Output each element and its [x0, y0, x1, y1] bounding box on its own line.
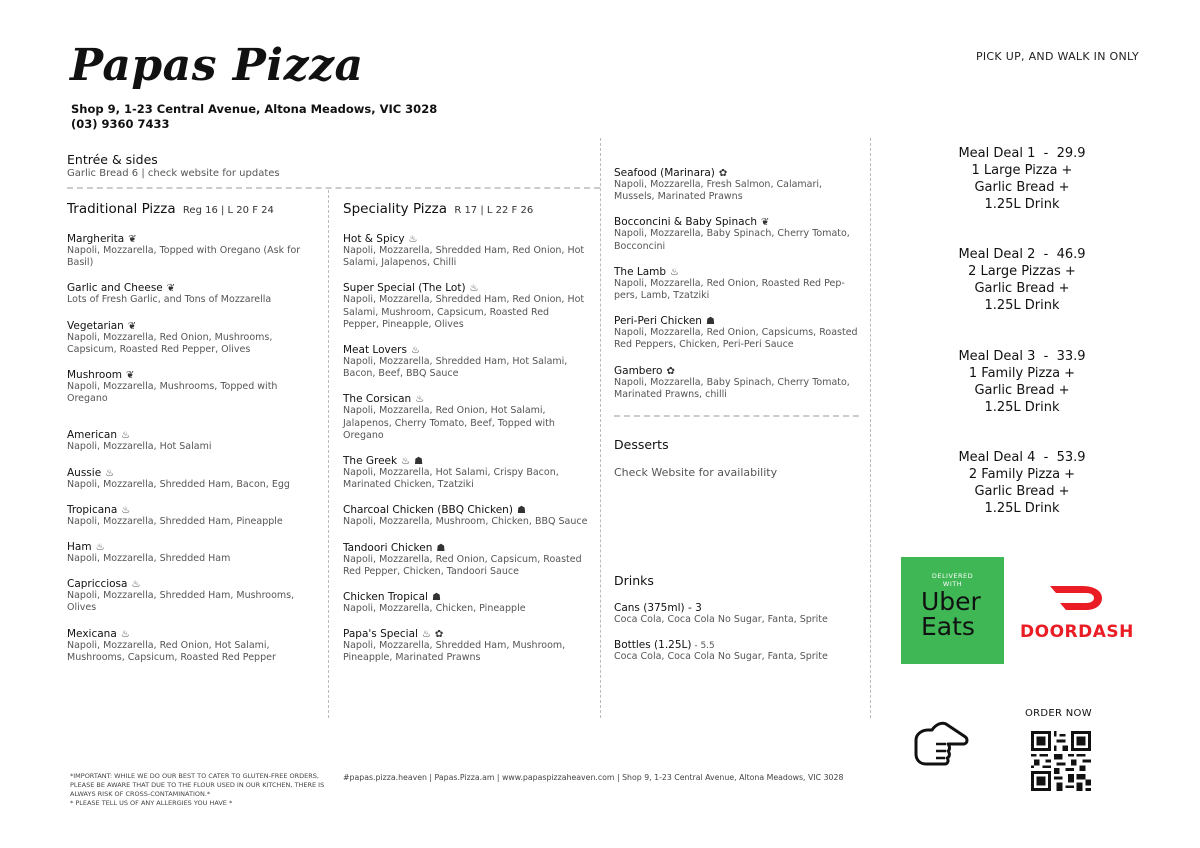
uber-eats-logo[interactable] — [901, 557, 1004, 664]
column-divider — [600, 138, 601, 718]
menu-item-name: Seafood (Marinara) — [614, 167, 715, 179]
menu-item — [343, 542, 588, 578]
drink-desc: Coca Cola, Coca Cola No Sugar, Fanta, Sprite — [614, 614, 828, 625]
speciality-price: R 17 | L 22 F 26 — [454, 205, 534, 216]
menu-item — [67, 504, 312, 528]
drink-item — [614, 639, 864, 663]
uber-with: WITH — [942, 580, 963, 588]
menu-item-name: Margherita — [67, 233, 125, 245]
drink-price: - 5.5 — [691, 641, 715, 652]
menu-item-name-row — [343, 233, 588, 245]
menu-item — [614, 266, 859, 302]
chicken-icon: ☗ — [436, 542, 446, 554]
menu-item-name: Garlic and Cheese — [67, 282, 163, 295]
drink-desc: Coca Cola, Coca Cola No Sugar, Fanta, Sprite — [614, 651, 828, 663]
allergy-request: * PLEASE TELL US OF ANY ALLERGIES YOU HAVE * — [70, 799, 233, 807]
menu-item — [67, 578, 312, 614]
menu-item-name-row — [343, 455, 588, 467]
menu-item-desc: Napoli, Mozzarella, Shredded Ham, Mushroom, Pineapple, Marinated Prawns — [343, 640, 566, 664]
menu-item — [67, 541, 312, 565]
menu-item — [343, 282, 588, 331]
meal-deal-2: Meal Deal 2 - 46.9 2 Large Pizzas + Garlic Bread + 1.25L Drink — [937, 246, 1107, 314]
uber-line1: Uber — [921, 587, 981, 616]
deal-line: Garlic Bread + — [974, 484, 1070, 499]
meat-icon: ♨ — [131, 579, 141, 591]
meat-icon: ♨ — [415, 394, 425, 406]
divider — [614, 415, 859, 417]
menu-item-name-row — [67, 541, 312, 553]
deal-line: 1 Family Pizza + — [968, 366, 1076, 381]
deal-price: 53.9 — [1056, 450, 1086, 465]
speciality-title: Speciality Pizza — [343, 201, 448, 217]
deal-title: Meal Deal 1 — [958, 146, 1036, 161]
menu-item-desc: Napoli, Mozzarella, Red Onion, Roasted Red Pep- pers, Lamb, Tzatziki — [614, 277, 845, 302]
uber-eats-wordmark — [921, 589, 981, 639]
leaf-icon: ❦ — [761, 217, 770, 229]
menu-item — [67, 369, 312, 405]
deal-title: Meal Deal 4 — [958, 450, 1036, 465]
menu-item — [67, 233, 312, 269]
meat-icon: ♨ — [121, 504, 131, 516]
uber-delivered: DELIVERED — [931, 572, 974, 580]
brand-title: Papas Pizza — [70, 40, 364, 91]
menu-item-name: American — [67, 429, 117, 442]
uber-line2: Eats — [921, 612, 975, 641]
menu-item-name: Ham — [67, 541, 92, 554]
menu-item-name-row — [343, 542, 588, 554]
deal-price: 46.9 — [1056, 247, 1086, 262]
menu-item-name: The Corsican — [343, 393, 412, 406]
deal-line: Garlic Bread + — [974, 281, 1070, 296]
seafood-icon: ✿ — [666, 365, 675, 377]
chicken-icon: ☗ — [705, 316, 715, 328]
menu-item-desc: Napoli, Mozzarella, Shredded Ham — [67, 553, 231, 565]
menu-item-name-row — [343, 282, 588, 294]
menu-item-name: Mexicana — [67, 627, 117, 640]
menu-item-name: Charcoal Chicken (BBQ Chicken) — [343, 504, 513, 517]
leaf-icon: ❦ — [128, 234, 137, 245]
chicken-icon: ☗ — [414, 456, 424, 468]
menu-item-desc: Napoli, Mozzarella, Hot Salami — [67, 441, 212, 453]
drink-name: Bottles (1.25L) — [614, 639, 692, 652]
menu-item-desc: Napoli, Mozzarella, Mushrooms, Topped with Oregano — [67, 381, 278, 405]
menu-item-name-row — [67, 233, 312, 245]
drinks-title: Drinks — [614, 573, 654, 588]
seafood-icon: ✿ — [434, 629, 444, 641]
drink-name-row — [614, 639, 864, 651]
menu-item-desc: Napoli, Mozzarella, Shredded Ham, Mushrooms, Olives — [67, 590, 295, 614]
meat-icon: ♨ — [95, 542, 105, 554]
traditional-price: Reg 16 | L 20 F 24 — [182, 205, 274, 216]
drink-item — [614, 602, 864, 626]
menu-item-name: Meat Lovers — [343, 344, 407, 357]
leaf-icon: ❦ — [126, 370, 135, 382]
menu-item-name-row — [343, 591, 588, 603]
menu-item-desc: Napoli, Mozzarella, Red Onion, Capsicum, Roasted Red Pepper, Chicken, Tandoori Sauce — [343, 553, 582, 577]
qr-code[interactable] — [1031, 731, 1091, 791]
menu-item-name-row — [343, 504, 588, 516]
column-divider — [870, 138, 871, 718]
menu-item-desc: Napoli, Mozzarella, Red Onion, Capsicums, Roasted Red Peppers, Chicken, Peri-Peri Sauce — [614, 327, 858, 351]
menu-item-name-row — [67, 628, 312, 640]
phone: (03) 9360 7433 — [71, 117, 170, 131]
desserts-title: Desserts — [614, 437, 669, 452]
seafood-list — [614, 167, 859, 401]
pointing-hand-icon — [912, 720, 970, 772]
menu-item-name: Tandoori Chicken — [343, 541, 433, 554]
menu-item-name-row — [343, 628, 588, 640]
menu-item-name: The Greek — [343, 455, 398, 468]
menu-item-desc: Napoli, Mozzarella, Shredded Ham, Pineapple — [67, 515, 283, 527]
chicken-icon: ☗ — [516, 505, 526, 517]
menu-item-desc: Napoli, Mozzarella, Mushroom, Chicken, BBQ Sauce — [343, 516, 588, 528]
menu-item — [343, 233, 588, 269]
menu-item — [67, 282, 312, 306]
menu-item-name-row — [343, 344, 588, 356]
meat-icon: ♨ — [670, 266, 680, 278]
menu-item-desc: Lots of Fresh Garlic, and Tons of Mozzarella — [67, 294, 272, 306]
desserts-section — [614, 437, 777, 479]
menu-item-name-row — [614, 216, 859, 228]
menu-item-name-row — [614, 315, 859, 327]
menu-item-name-row — [67, 578, 312, 590]
menu-item — [614, 365, 859, 401]
order-now-label: ORDER NOW — [1025, 708, 1092, 719]
menu-item-desc: Napoli, Mozzarella, Baby Spinach, Cherry Tomato, Marinated Prawns, chilli — [614, 376, 850, 400]
meal-deal-4: Meal Deal 4 - 53.9 2 Family Pizza + Garlic Bread + 1.25L Drink — [937, 449, 1107, 517]
menu-item — [343, 344, 588, 380]
doordash-icon[interactable] — [1048, 582, 1104, 612]
meal-deal-3: Meal Deal 3 - 33.9 1 Family Pizza + Garlic Bread + 1.25L Drink — [937, 348, 1107, 416]
menu-item-name-row — [343, 393, 588, 405]
doordash-wordmark[interactable]: DOORDASH — [1020, 622, 1134, 642]
deal-line: 1 Large Pizza + — [971, 163, 1073, 178]
meat-icon: ♨ — [105, 467, 115, 479]
menu-item — [67, 628, 312, 664]
menu-item — [614, 216, 859, 252]
traditional-title: Traditional Pizza — [67, 201, 176, 217]
deal-line: 1.25L Drink — [984, 298, 1060, 313]
menu-item-name: Hot & Spicy — [343, 233, 405, 245]
menu-item-desc: Napoli, Mozzarella, Hot Salami, Crispy Bacon, Marinated Chicken, Tzatziki — [343, 467, 559, 491]
menu-item — [343, 455, 588, 491]
speciality-section — [343, 201, 588, 678]
leaf-icon: ❦ — [166, 283, 176, 295]
deal-line: 1.25L Drink — [984, 501, 1060, 516]
menu-item-desc: Napoli, Mozzarella, Fresh Salmon, Calamari, Mussels, Marinated Prawns — [614, 179, 823, 203]
gluten-warning: *IMPORTANT: WHILE WE DO OUR BEST TO CATER TO GLUTEN-FREE ORDERS, PLEASE BE AWARE THAT DUE TO THE FLOUR USED IN OUR KITCHEN, THERE IS ALWAYS RISK OF CROSS-CONTAMINATION.* — [70, 772, 325, 798]
allergy-notice — [70, 772, 330, 808]
speciality-heading — [343, 201, 588, 217]
drink-name: Cans (375ml) - 3 — [614, 602, 702, 614]
menu-item-desc: Napoli, Mozzarella, Shredded Ham, Red Onion, Hot Salami, Jalapenos, Chilli — [343, 245, 585, 269]
menu-item-name: Super Special (The Lot) — [343, 282, 466, 295]
entree-title: Entrée & sides — [67, 152, 158, 167]
meat-icon: ♨ — [408, 234, 418, 245]
menu-item-name-row — [614, 365, 859, 377]
menu-item-desc: Napoli, Mozzarella, Red Onion, Hot Salami, Jalapenos, Cherry Tomato, Beef, Topped with Oregano — [343, 405, 555, 441]
uber-delivered-label — [901, 572, 1004, 588]
menu-item-name: Papa's Special — [343, 628, 418, 641]
menu-item — [67, 429, 312, 453]
divider — [67, 187, 600, 189]
leaf-icon: ❦ — [127, 320, 137, 332]
menu-item-name-row — [614, 167, 859, 179]
menu-item-name: Peri-Peri Chicken — [614, 315, 702, 328]
meat-icon: ♨ — [401, 456, 411, 468]
deal-line: Garlic Bread + — [974, 383, 1070, 398]
menu-item — [343, 504, 588, 528]
entree-section — [67, 152, 280, 179]
seafood-icon: ✿ — [718, 168, 728, 179]
deal-line: Garlic Bread + — [974, 180, 1070, 195]
menu-item — [614, 167, 859, 203]
meat-icon: ♨ — [410, 345, 420, 357]
menu-item-name-row — [67, 369, 312, 381]
address: Shop 9, 1-23 Central Avenue, Altona Meadows, VIC 3028 — [71, 102, 438, 116]
deal-price: 29.9 — [1056, 146, 1086, 161]
menu-item-name-row — [614, 266, 859, 278]
seafood-section — [614, 167, 859, 414]
menu-item-name: Tropicana — [67, 503, 118, 516]
menu-item-name: Aussie — [67, 466, 102, 479]
menu-item-desc: Napoli, Mozzarella, Shredded Ham, Red Onion, Hot Salami, Mushroom, Capsicum, Roasted Red Pepper, Pineapple, Olives — [343, 294, 585, 330]
menu-item — [343, 393, 588, 442]
menu-item-desc: Napoli, Mozzarella, Shredded Ham, Hot Salami, Bacon, Beef, BBQ Sauce — [343, 356, 568, 380]
menu-item — [67, 320, 312, 356]
entree-text: Garlic Bread 6 | check website for updates — [67, 168, 280, 179]
menu-item-name: Vegetarian — [67, 319, 124, 332]
menu-item-name-row — [67, 467, 312, 479]
menu-item-name: Bocconcini & Baby Spinach — [614, 216, 757, 229]
menu-item-name-row — [67, 320, 312, 332]
menu-item-name: Chicken Tropical — [343, 591, 428, 604]
menu-item-name: Gambero — [614, 364, 663, 377]
deal-price: 33.9 — [1056, 349, 1086, 364]
meat-icon: ♨ — [469, 283, 479, 295]
menu-item — [343, 591, 588, 615]
menu-item — [343, 628, 588, 664]
menu-item-name-row — [67, 282, 312, 294]
meat-icon: ♨ — [120, 430, 130, 442]
pickup-notice: PICK UP, AND WALK IN ONLY — [975, 50, 1139, 63]
chicken-icon: ☗ — [431, 592, 441, 604]
deal-title: Meal Deal 2 — [958, 247, 1036, 262]
meat-icon: ♨ — [421, 629, 431, 641]
deal-line: 2 Family Pizza + — [968, 467, 1076, 482]
deal-title: Meal Deal 3 — [958, 349, 1036, 364]
menu-item-name: The Lamb — [614, 265, 667, 278]
menu-item — [614, 315, 859, 351]
desserts-text: Check Website for availability — [614, 466, 778, 479]
deal-line: 1.25L Drink — [984, 400, 1060, 415]
menu-item-name: Mushroom — [67, 369, 123, 382]
drinks-section — [614, 573, 864, 676]
speciality-list — [343, 233, 588, 665]
address-block — [71, 102, 437, 132]
menu-item-desc: Napoli, Mozzarella, Topped with Oregano (Ask for Basil) — [67, 245, 301, 269]
menu-item-name: Capricciosa — [67, 578, 128, 591]
traditional-list — [67, 233, 312, 664]
menu-item-desc: Napoli, Mozzarella, Baby Spinach, Cherry Tomato, Bocconcini — [614, 228, 850, 252]
menu-item-desc: Napoli, Mozzarella, Red Onion, Mushrooms, Capsicum, Roasted Red Pepper, Olives — [67, 331, 273, 355]
column-divider — [328, 190, 329, 718]
menu-item-desc: Napoli, Mozzarella, Chicken, Pineapple — [343, 603, 526, 615]
menu-item — [67, 467, 312, 491]
deal-line: 2 Large Pizzas + — [968, 264, 1076, 279]
meal-deal-1: Meal Deal 1 - 29.9 1 Large Pizza + Garlic Bread + 1.25L Drink — [937, 145, 1107, 213]
footer-links: #papas.pizza.heaven | Papas.Pizza.am | www.papaspizzaheaven.com | Shop 9, 1-23 Central Avenue, Altona Meadows, VIC 3028 — [343, 773, 844, 782]
deal-line: 1.25L Drink — [984, 197, 1060, 212]
menu-item-desc: Napoli, Mozzarella, Shredded Ham, Bacon, Egg — [67, 478, 290, 490]
menu-item-name-row — [67, 429, 312, 441]
meat-icon: ♨ — [120, 628, 130, 640]
menu-item-name-row — [67, 504, 312, 516]
menu-item-desc: Napoli, Mozzarella, Red Onion, Hot Salami, Mushrooms, Capsicum, Roasted Red Pepper — [67, 639, 276, 663]
traditional-section — [67, 201, 312, 677]
traditional-heading — [67, 201, 312, 217]
